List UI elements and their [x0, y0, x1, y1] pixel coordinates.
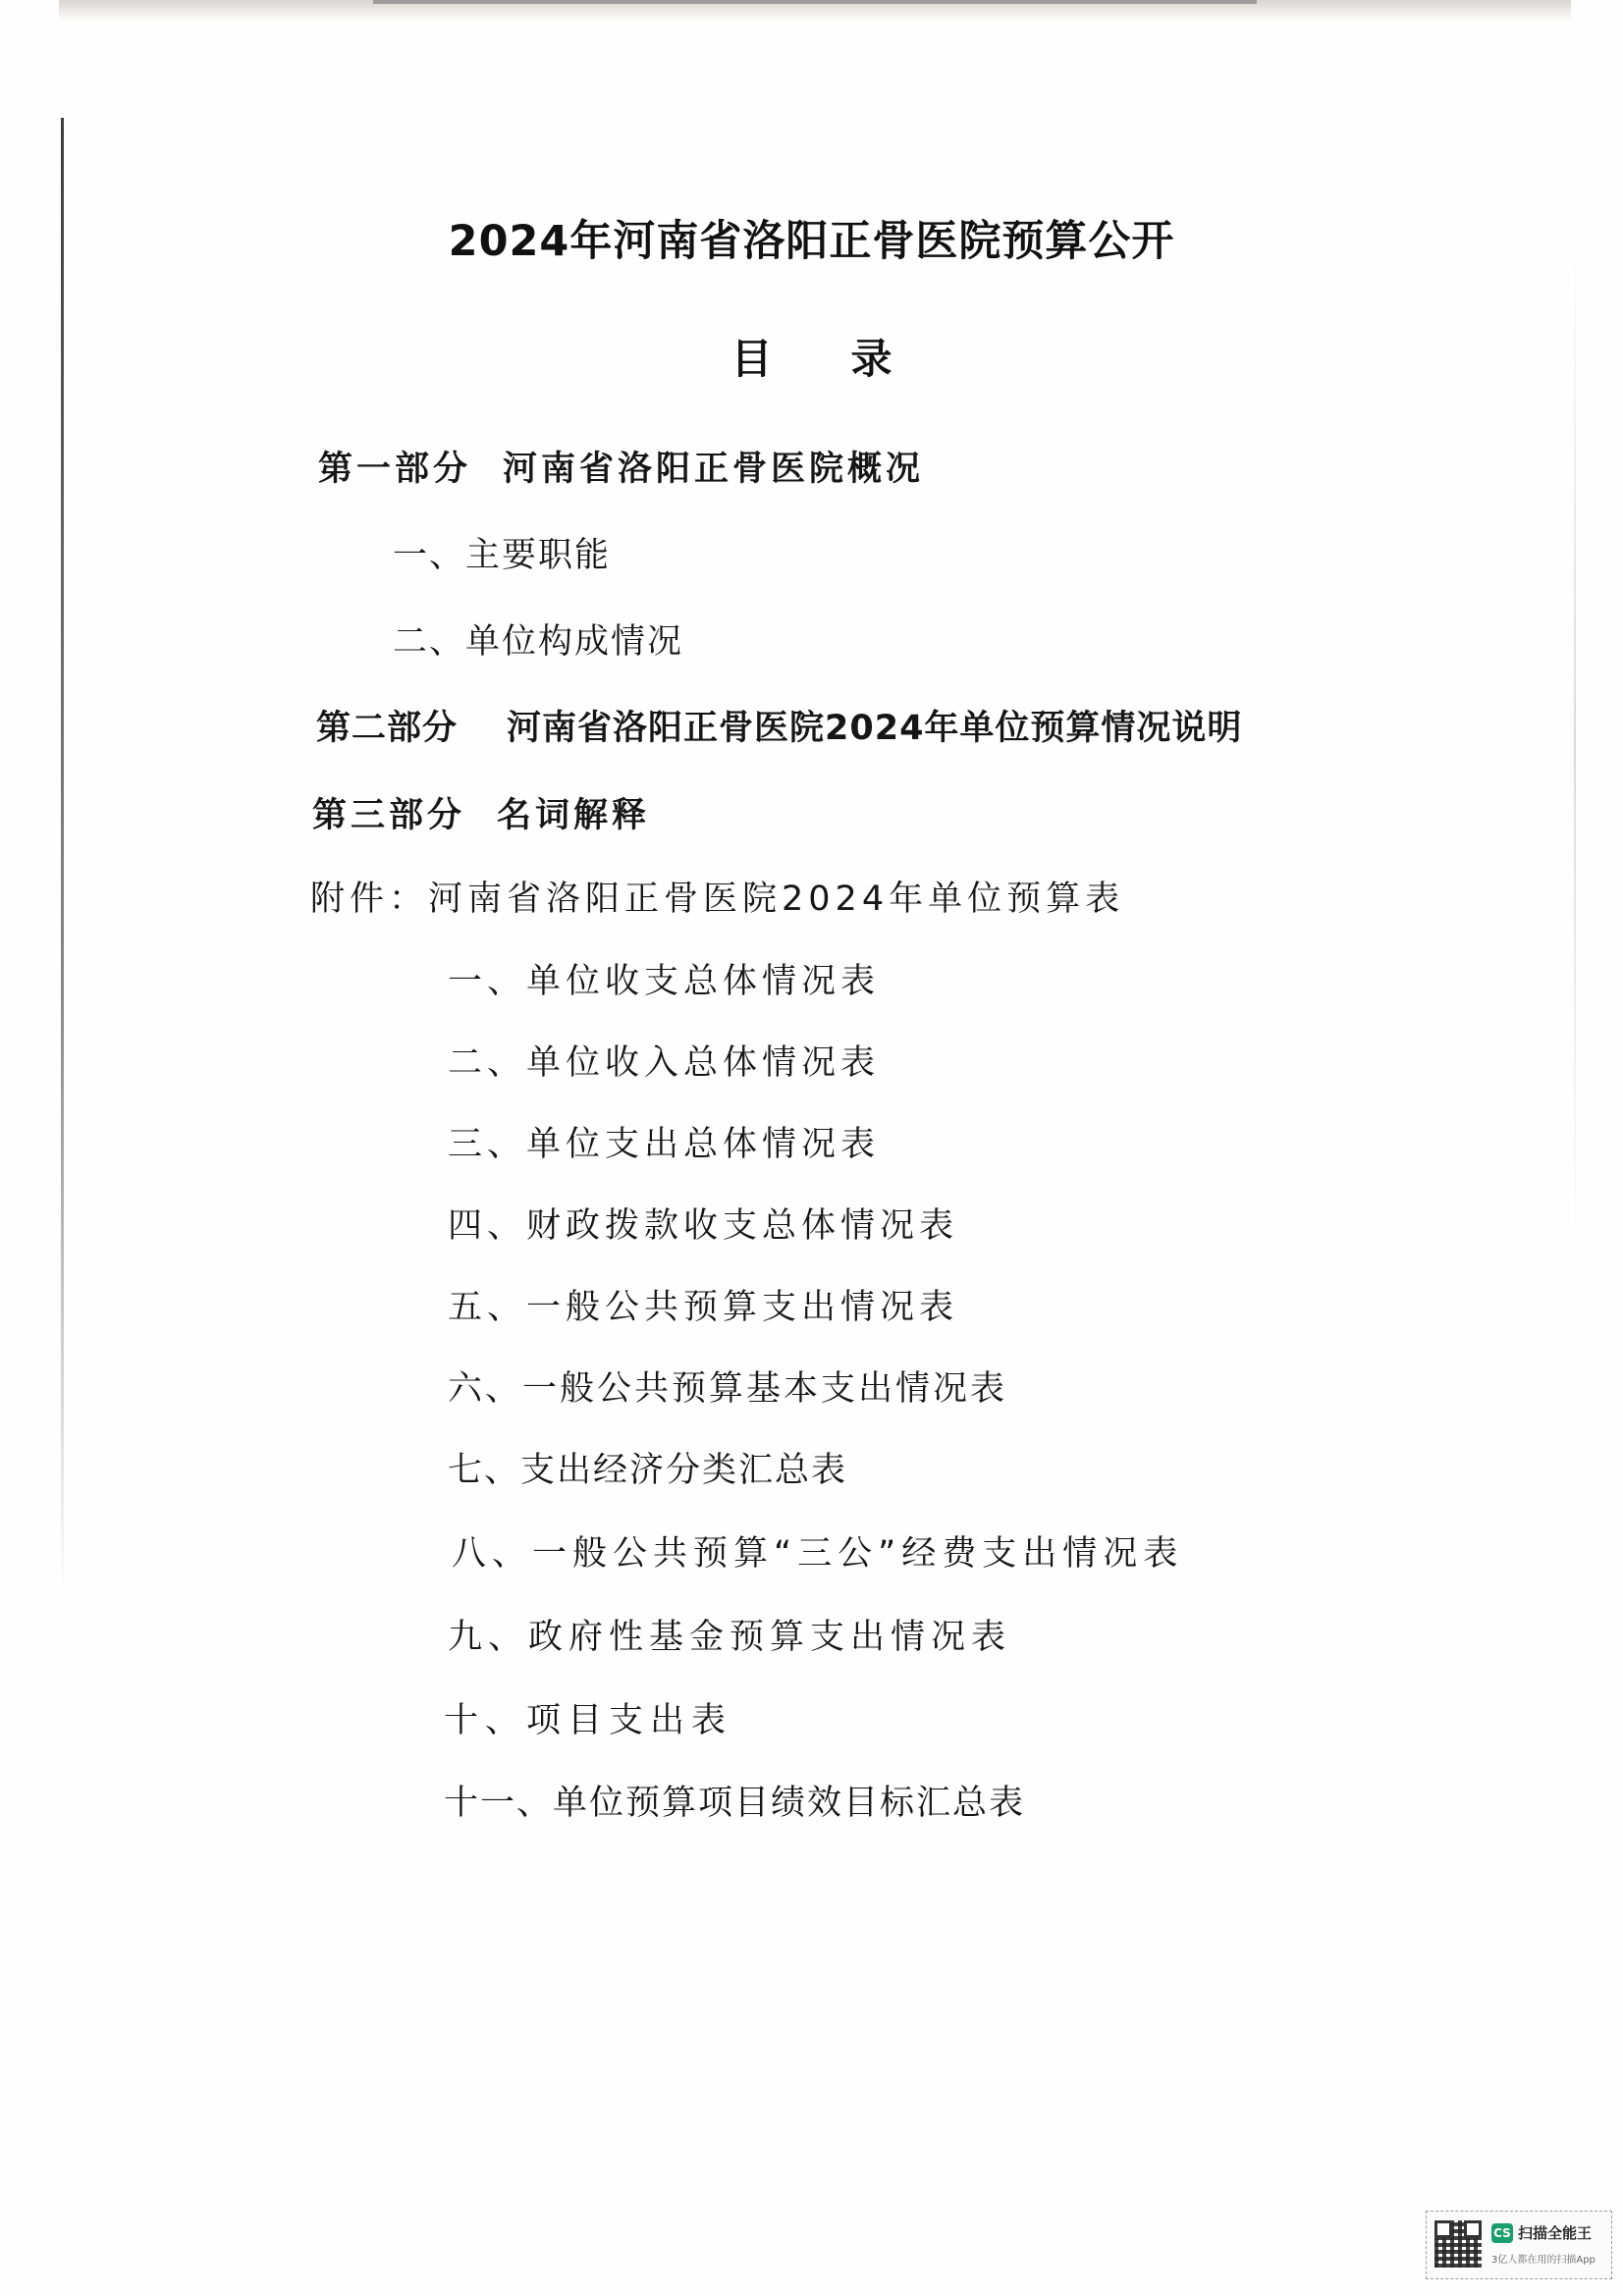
part-1-item-2: 二、单位构成情况 [393, 622, 684, 662]
annex-item-10: 十、项目支出表 [444, 1701, 733, 1740]
annex-item-1: 一、单位收支总体情况表 [448, 962, 881, 1001]
part-2-label: 第二部分 [316, 709, 459, 748]
part-1-item-1: 一、主要职能 [393, 536, 612, 575]
part-1-heading [318, 442, 924, 491]
annex-item-11: 十一、单位预算项目绩效目标汇总表 [444, 1784, 1026, 1823]
annex-item-4: 四、财政拨款收支总体情况表 [448, 1206, 959, 1246]
document-title: 2024年河南省洛阳正骨医院预算公开 [448, 217, 1175, 266]
part-1-title: 河南省洛阳正骨医院概况 [503, 450, 925, 489]
scan-top-edge [373, 0, 1257, 4]
annex-heading [310, 872, 1124, 921]
scanner-watermark [1426, 2211, 1612, 2279]
part-3-title: 名词解释 [497, 796, 651, 835]
part-2-heading [316, 701, 1242, 750]
annex-title: 河南省洛阳正骨医院2024年单位预算表 [428, 880, 1125, 919]
annex-item-3: 三、单位支出总体情况表 [448, 1125, 881, 1164]
scan-right-edge [1574, 255, 1576, 1237]
annex-item-5: 五、一般公共预算支出情况表 [448, 1288, 959, 1327]
part-2-title: 河南省洛阳正骨医院2024年单位预算情况说明 [507, 709, 1243, 748]
annex-item-7: 七、支出经济分类汇总表 [448, 1451, 848, 1490]
qr-code-icon [1434, 2220, 1482, 2268]
annex-item-8: 八、一般公共预算“三公”经费支出情况表 [452, 1534, 1184, 1574]
watermark-tagline: 3亿人都在用的扫描App [1491, 2255, 1596, 2266]
part-3-heading [312, 788, 650, 837]
toc-heading: 目录 [730, 335, 971, 383]
part-1-label: 第一部分 [318, 450, 472, 489]
camscanner-logo-icon: CS [1491, 2223, 1513, 2243]
annex-item-6: 六、一般公共预算基本支出情况表 [448, 1369, 1008, 1409]
watermark-app-name: 扫描全能王 [1518, 2224, 1593, 2242]
annex-label: 附件： [310, 880, 429, 919]
annex-item-9: 九、政府性基金预算支出情况表 [448, 1618, 1012, 1657]
annex-item-2: 二、单位收入总体情况表 [448, 1043, 881, 1083]
part-3-label: 第三部分 [312, 796, 466, 835]
